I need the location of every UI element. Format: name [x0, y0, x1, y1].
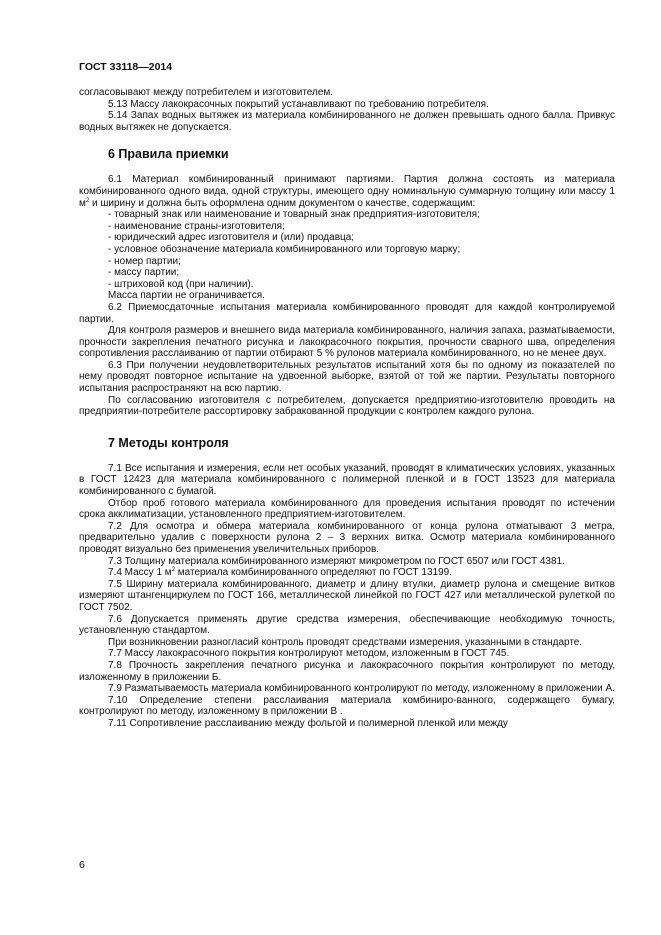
document-header: ГОСТ 33118—2014	[79, 61, 173, 73]
paragraph-7-9: 7.9 Разматываемость материала комбинированного контролируют по методу, изложенному в приложении А.	[108, 683, 615, 695]
paragraph-5-14: 5.14 Запах водных вытяжек из материала комбинированного не должен превышать одного балла. Привкус водных вытяжек не допускается.	[79, 110, 615, 133]
list-item: - штриховой код (при наличии).	[108, 278, 254, 290]
paragraph-7-6-disputes: При возникновении разногласий контроль проводят средствами измерения, указанными в стандарте.	[108, 636, 583, 648]
paragraph-6-3-sorting: По согласованию изготовителя с потребителем, допускается предприятию-изготовителю проводить на предприятии-потребителе рассортировку забракованной продукции с контролем каждого рулона.	[79, 394, 615, 418]
section-6-heading: 6 Правила приемки	[108, 147, 229, 162]
paragraph-7-1-sampling: Отбор проб готового материала комбинированного для проведения испытания проводят по истечении срока акклиматизации, установленного предприятием-изготовителем.	[79, 497, 615, 521]
paragraph-7-11: 7.11 Сопротивление расслаиванию между фольгой и полимерной пленкой или между	[108, 717, 508, 729]
paragraph-7-6: 7.6 Допускается применять другие средства измерения, обеспечивающие необходимую точность, установленную стандартом.	[79, 613, 615, 637]
paragraph-7-3: 7.3 Толщину материала комбинированного измеряют микрометром по ГОСТ 6507 или ГОСТ 4381.	[108, 555, 565, 567]
paragraph-7-8: 7.8 Прочность закрепления печатного рисунка и лакокрасочного покрытия контролируют по методу, изложенному в приложении Б.	[79, 659, 615, 683]
page-number: 6	[79, 859, 85, 871]
paragraph-7-10: 7.10 Определение степени расслаивания материала комбиниро-ванного, содержащего бумагу, контролируют по методу, изложенному в приложении В .	[79, 694, 615, 718]
list-item: - условное обозначение материала комбинированного или торговую марку;	[108, 243, 461, 255]
list-item: - товарный знак или наименование и товарный знак предприятия-изготовителя;	[108, 209, 480, 221]
paragraph-5-13: 5.13 Массу лакокрасочных покрытий устанавливают по требованию потребителя.	[108, 98, 489, 110]
paragraph-7-4: 7.4 Массу 1 $м^2$ материала комбинированного определяют по ГОСТ 13199.	[108, 567, 453, 579]
list-item: - номер партии;	[108, 255, 181, 267]
paragraph-6-2-sampling: Для контроля размеров и внешнего вида материала комбинированного, наличия запаха, разматываемости, прочности закрепления печатного рисунка и лакокрасочного покрытия, прочности сварного шва, определения сопротивления расслаиванию от партии отбирают 5 % рулонов материала комбинированного, но не менее двух.	[79, 325, 615, 360]
list-item: - массу партии;	[108, 267, 180, 279]
paragraph-batch-mass: Масса партии не ограничивается.	[108, 290, 265, 302]
document-body	[79, 87, 615, 730]
list-item: - юридический адрес изготовителя и (или) продавца;	[108, 232, 355, 244]
list-item: - наименование страны-изготовителя;	[108, 220, 285, 232]
paragraph-continuation: согласовывают между потребителем и изготовителем.	[79, 87, 334, 98]
paragraph-7-5: 7.5 Ширину материала комбинированного, диаметр и длину втулки, диаметр рулона и смещение витков измеряют штангенциркулем по ГОСТ 166, металлической линейкой по ГОСТ 427 или металлической рулеткой по ГОСТ 7502.	[79, 578, 615, 613]
paragraph-7-7: 7.7 Массу лакокрасочного покрытия контролируют методом, изложенным в ГОСТ 745.	[108, 648, 510, 660]
section-7-heading: 7 Методы контроля	[108, 435, 229, 450]
paragraph-7-2: 7.2 Для осмотра и обмера материала комбинированного от конца рулона отматывают 3 метра, предварительно удалив с поверхности рулона 2 – 3 верхних витка. Осмотр материала комбинированного проводят визуально без применения увеличительных приборов.	[79, 520, 615, 555]
paragraph-6-1: 6.1 Материал комбинированный принимают партиями. Партия должна состоять из материала комбинированного одного вида, одной структуры, имеющего одну номинальную суммарную толщину или массу 1 $м^2$ и ширину и должна быть оформлена одним документом о качестве, содержащим:	[79, 174, 615, 209]
paragraph-6-2: 6.2 Приемосдаточные испытания материала комбинированного проводят для каждой контролируемой партии.	[79, 301, 615, 325]
paragraph-7-1: 7.1 Все испытания и измерения, если нет особых указаний, проводят в климатических условиях, указанных в ГОСТ 12423 для материала комбинированного с полимерной пленкой и в ГОСТ 13523 для материала комбинированного с бумагой.	[79, 462, 615, 498]
paragraph-6-3: 6.3 При получении неудовлетворительных результатов испытаний хотя бы по одному из показателей по нему проводят повторное испытание на удвоенной выборке, взятой от той же партии. Результаты повторного испытания распространяют на всю партию.	[79, 359, 615, 395]
